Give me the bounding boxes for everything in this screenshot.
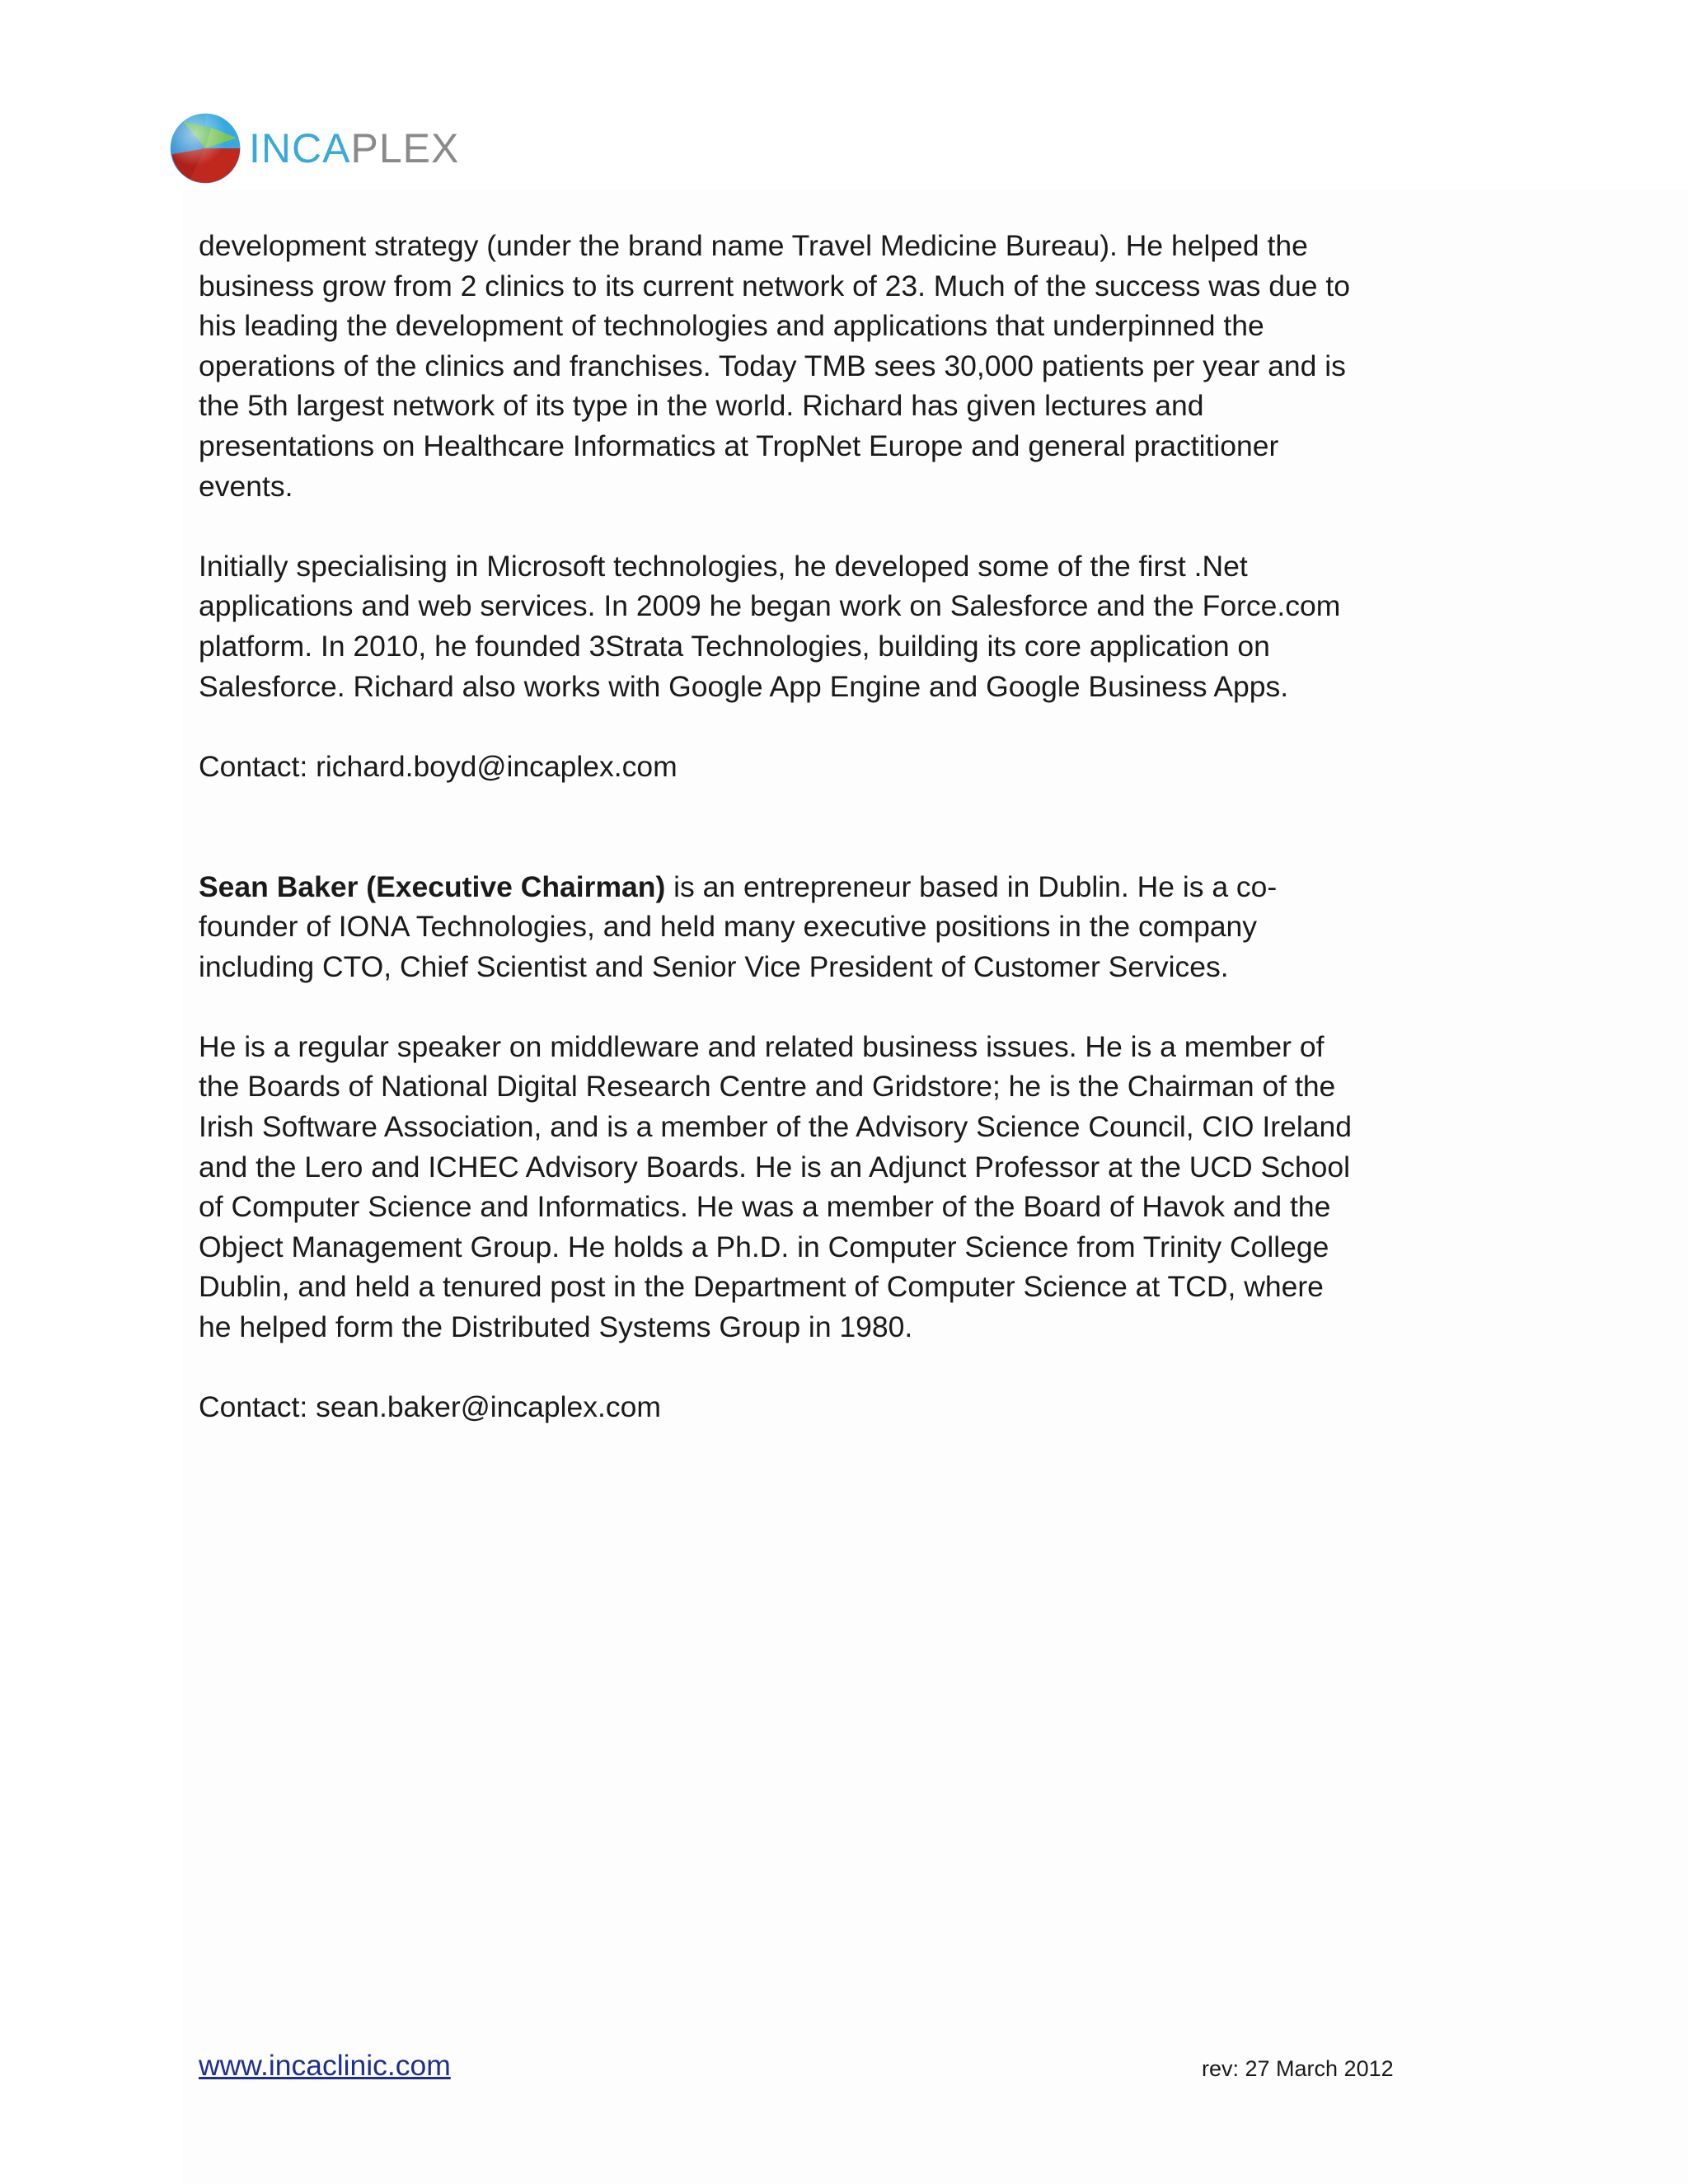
globe-icon [168,111,242,185]
paragraph-richard-technologies: Initially specialising in Microsoft technologies, he developed some of the first .Net applications and web services. In 2009 he began work on Salesforce and the Force.com platform. In 2010, he founded 3Strata Technologies, building its core application on Salesforce. Richard also works with Google App Engine and Google Business Apps. [199,549,1341,703]
contact-richard: Contact: richard.boyd@incaplex.com [199,749,678,783]
logo-text-plex: PLEX [350,125,460,171]
website-link[interactable]: www.incaclinic.com [199,2049,451,2082]
incaplex-logo [168,110,459,186]
sean-intro-text: is an entrepreneur based in Dublin. He is a co-founder of IONA Technologies, and held many executive positions in the company including CTO, Chief Scientist and Senior Vice President of Customer Services. [199,869,1278,983]
document-body [199,226,1353,1467]
logo-text-inca: INCA [249,125,351,171]
paragraph-sean-intro [199,867,1353,987]
paragraph-richard-background: development strategy (under the brand name Travel Medicine Bureau). He helped the business grow from 2 clinics to its current network of 23. Much of the success was due to his leading the development of technologies and applications that underpinned the operations of the clinics and franchises. Today TMB sees 30,000 patients per year and is the 5th largest network of its type in the world. Richard has given lectures and presentations on Healthcare Informatics at TropNet Europe and general practitioner events. [199,229,1350,503]
logo-wordmark [249,125,460,171]
contact-sean: Contact: sean.baker@incaplex.com [199,1390,661,1424]
revision-date: rev: 27 March 2012 [1202,2056,1394,2081]
sean-name-title: Sean Baker (Executive Chairman) [199,869,666,903]
paragraph-sean-roles: He is a regular speaker on middleware and related business issues. He is a member of the Boards of National Digital Research Centre and Gridstore; he is the Chairman of the Irish Software Association, and is a member of the Advisory Science Council, CIO Ireland and the Lero and ICHEC Advisory Boards. He is an Adjunct Professor at the UCD School of Computer Science and Informatics. He was a member of the Board of Havok and the Object Management Group. He holds a Ph.D. in Computer Science from Trinity College Dublin, and held a tenured post in the Department of Computer Science at TCD, where he helped form the Distributed Systems Group in 1980. [199,1029,1352,1344]
